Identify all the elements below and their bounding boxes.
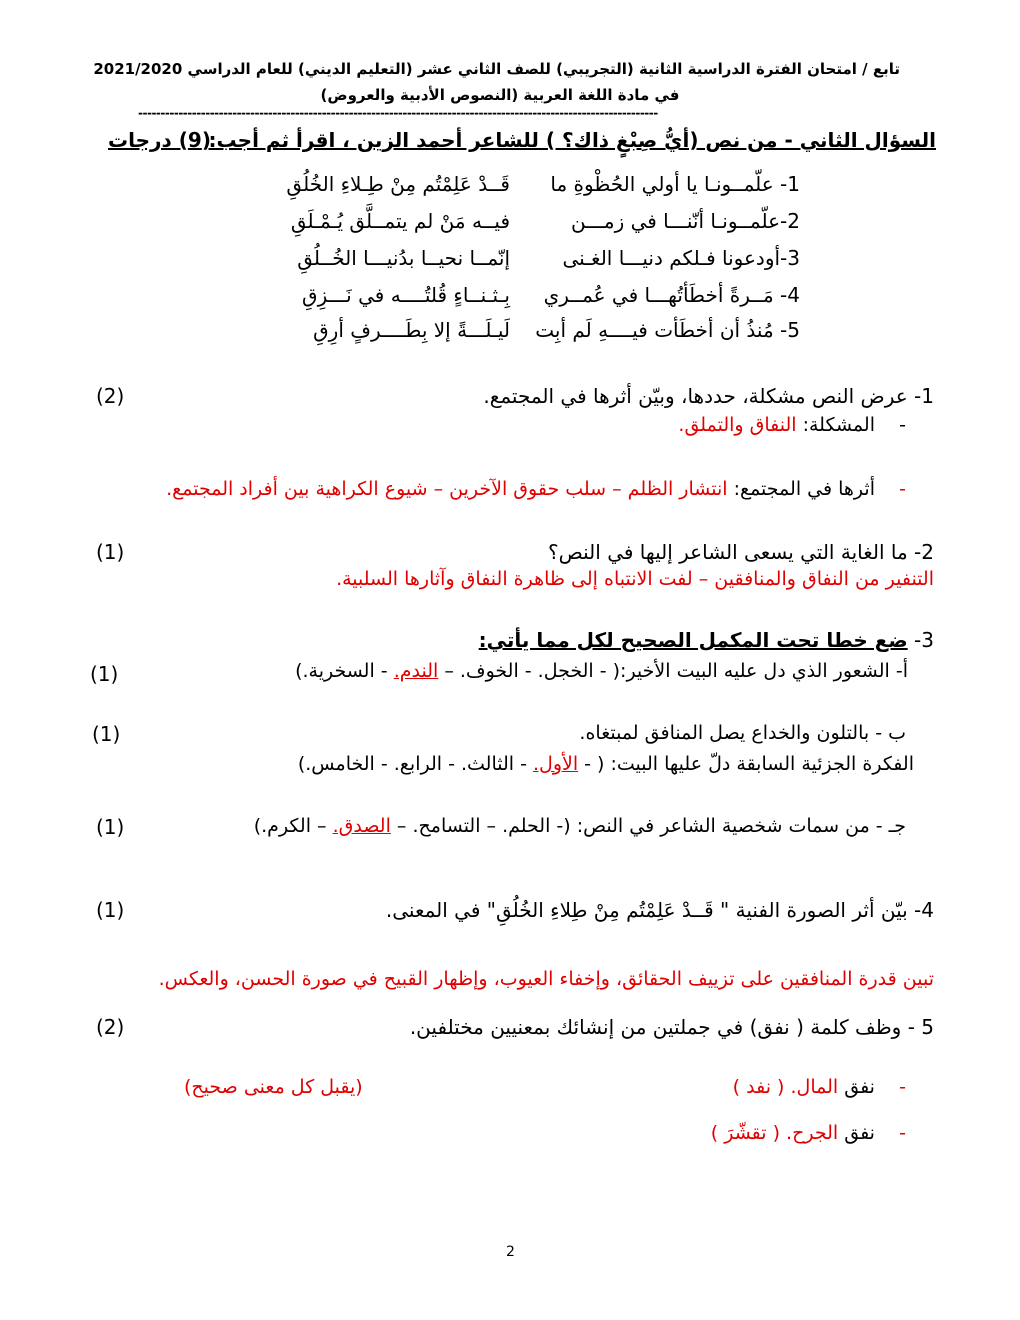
q5-score: (2) — [96, 1015, 125, 1039]
poem-verse-2-second: فيــه مَنْ لم يتمــلَّق يُـمْـلَقِ — [290, 209, 510, 233]
q2-answer: التنفير من النفاق والمنافقين – لفت الانتباه إلى ظاهرة النفاق وآثارها السلبية. — [336, 568, 934, 590]
exam-header-line2: في مادة اللغة العربية (النصوص الأدبية والعروض) — [320, 86, 680, 104]
poem-verse-5-second: لَيـلَـــةً إلا بِطَــــرفٍ أرِقِ — [313, 318, 510, 342]
q3-b-post: - الثالث. - الرابع. - الخامس.) — [297, 753, 533, 775]
poem-verse-1-second: قَــدْ عَلِمْتُم مِنْ طِـلاءِ الخُلُقِ — [286, 172, 510, 196]
q4-text: 4- بيّن أثر الصورة الفنية " قَــدْ عَلِمْتُم مِنْ طِلاءِ الخُلُقِ" في المعنى. — [385, 898, 934, 922]
q5-text: 5 - وظف كلمة ( نفق) في جملتين من إنشائك بمعنيين مختلفين. — [409, 1015, 934, 1039]
header-separator: -------------------------------------------------------------------------------------------------------------------- — [138, 106, 658, 120]
q3-number: 3- — [914, 628, 934, 652]
q3-c-post: – الكرم.) — [253, 815, 333, 837]
q1-effect-answer: انتشار الظلم – سلب حقوق الآخرين – شيوع الكراهية بين أفراد المجتمع. — [166, 478, 728, 500]
q3-a — [295, 660, 908, 682]
q1-effect-bullet: - — [881, 478, 906, 500]
poem-verse-2-first: 2-علّمــونـا أنّنـــا في زمـــن — [571, 209, 800, 233]
q3-b-correct: الأول. — [532, 753, 579, 775]
q5-answer-2-bullet: - — [881, 1122, 906, 1144]
q3-c-score: (1) — [96, 815, 125, 839]
q3-c-correct: الصدق. — [332, 815, 391, 837]
q3-a-score: (1) — [90, 662, 119, 686]
q5-answer-2-word: نفق — [844, 1122, 875, 1144]
q3-heading-text: ضع خطا تحت المكمل الصحيح لكل مما يأتي: — [478, 628, 908, 652]
poem-verse-4-second: بِـثـنــاءٍ قُلتُــــه في نَـــزِقِ — [302, 283, 510, 307]
q5-answer-1-word: نفق — [844, 1076, 875, 1098]
poem-verse-4-first: 4- مَــرةً أخطَأتُهـــا في عُمــري — [543, 283, 800, 307]
q3-c — [254, 815, 906, 837]
q5-answer-1-meaning: المال. ( نفد ) — [732, 1076, 839, 1098]
q3-b-pre: الفكرة الجزئية السابقة دلّ عليها البيت: ( - — [578, 753, 914, 775]
page-number: 2 — [506, 1244, 515, 1260]
question-title-text: السؤال الثاني - من نص (أيُّ صِبْغٍ ذاك؟ ) للشاعر أحمد الزين ، اقرأ ثم أجب: — [208, 128, 936, 152]
q1-problem-label: المشكلة: — [802, 414, 875, 436]
poem-verse-5-first: 5- مُنذُ أن أخطَأت فيــــهِ لَم أبِت — [535, 318, 800, 342]
q2-score: (1) — [96, 540, 125, 564]
q3-a-post: - السخرية.) — [295, 660, 394, 682]
q4-answer: تبين قدرة المنافقين على تزييف الحقائق، وإخفاء العيوب، وإظهار القبيح في صورة الحسن، والعكس. — [158, 968, 934, 990]
q3-b-score: (1) — [92, 722, 121, 746]
q1-score: (2) — [96, 384, 125, 408]
q1-problem-bullet: - — [881, 414, 906, 436]
question-grade: (9) درجات — [108, 128, 211, 152]
q5-answer-2-meaning: الجرح. ( تقشّرَ ) — [710, 1122, 839, 1144]
q1-text: 1- عرض النص مشكلة، حددها، وبيّن أثرها في المجتمع. — [483, 384, 934, 408]
q1-effect — [166, 478, 906, 500]
q5-answer-1-bullet: - — [881, 1076, 906, 1098]
q1-problem-answer: النفاق والتملق. — [678, 414, 797, 436]
poem-verse-3-first: 3-أودعونا فـلكم دنيـــا الغـنى — [562, 246, 800, 270]
q3-heading — [479, 628, 934, 652]
q2-text: 2- ما الغاية التي يسعى الشاعر إليها في النص؟ — [548, 540, 934, 564]
poem-verse-3-second: إنّمــا نحيــا بدُنيـــا الخُــلُقِ — [297, 246, 510, 270]
q5-answer-1 — [733, 1076, 906, 1098]
exam-header-line1: تابع / امتحان الفترة الدراسية الثانية (التجريبي) للصف الثاني عشر (التعليم الديني) للعام الدراسي 2021/2020 — [93, 60, 900, 78]
q1-problem — [678, 414, 906, 436]
question-title — [108, 128, 936, 152]
q3-a-correct: الندم. — [393, 660, 439, 682]
poem-verse-1-first: 1- علّمــونـا يا أولي الحُظْوةِ ما — [550, 172, 800, 196]
q3-b-line1: ب - بالتلون والخداع يصل المنافق لمبتغاه. — [579, 722, 906, 744]
q3-c-pre: جـ - من سمات شخصية الشاعر في النص: (- الحلم. – التسامح. – — [390, 815, 906, 837]
q4-score: (1) — [96, 898, 125, 922]
q5-answer-2 — [711, 1122, 906, 1144]
q3-a-pre: أ- الشعور الذي دل عليه البيت الأخير:( - الخجل. - الخوف. – — [438, 660, 908, 682]
q3-b-line2 — [298, 753, 914, 775]
q1-effect-label: أثرها في المجتمع: — [733, 478, 875, 500]
q5-note: (يقبل كل معنى صحيح) — [184, 1076, 363, 1098]
